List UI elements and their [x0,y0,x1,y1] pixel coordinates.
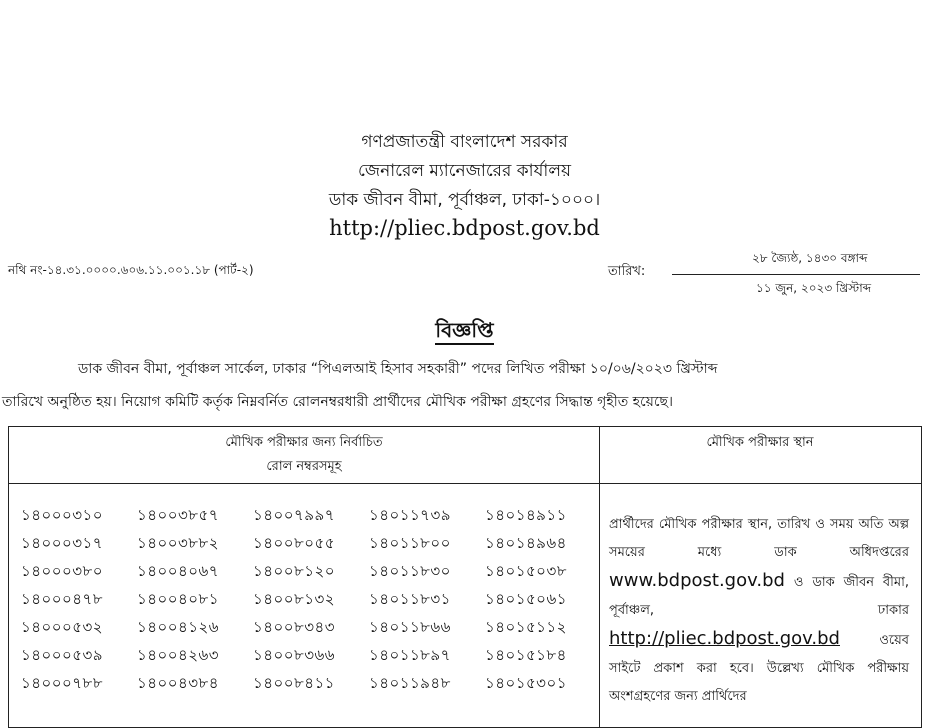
header-divider [9,483,921,484]
roll-row [21,529,601,557]
venue-text [609,511,909,711]
roll-number: ১৪০১৫৩০১ [485,674,567,692]
roll-number: ১৪০১৪৯৬৪ [485,534,567,552]
roll-number: ১৪০১১৮০০ [369,534,451,552]
header-url: http://pliec.bdpost.gov.bd [329,216,600,240]
roll-number: ১৪০০৪৩৮৪ [137,674,219,692]
roll-number: ১৪০১১৮৬৬ [369,618,451,636]
roll-header-line2: রোল নম্বরসমূহ [266,459,342,474]
roll-number: ১৪০০০৭৮৮ [21,674,103,692]
memo-number: নথি নং-১৪.৩১.০০০০.৬০৬.১১.০০১.১৮ (পার্ট-২) [8,263,254,277]
venue-text-part3: ওয়েব সাইটে প্রকাশ করা হবে। উল্লেখ্য মৌখিক পরীক্ষায় অংশগ্রহণের জন্য প্রার্থিদের [609,633,909,704]
header-office: জেনারেল ম্যানেজারের কার্যালয় [357,161,572,181]
roll-column-header [9,431,599,479]
roll-number: ১৪০১৪৯১১ [485,506,567,524]
roll-row [21,501,601,529]
roll-number: ১৪০০০৩১০ [21,506,103,524]
roll-number: ১৪০০০৩৮০ [21,562,103,580]
roll-number: ১৪০০০৪৭৮ [21,590,103,608]
roll-number: ১৪০০৮৩৪৩ [253,618,335,636]
roll-number: ১৪০০৮৪১১ [253,674,335,692]
roll-number: ১৪০১৫০৬১ [485,590,567,608]
roll-number: ১৪০০৮১৩২ [253,590,335,608]
roll-number: ১৪০০৮০৫৫ [253,534,335,552]
roll-number: ১৪০০০৫৩৯ [21,646,103,664]
roll-number: ১৪০০৮১২০ [253,562,335,580]
roll-number: ১৪০০৪২৬৩ [137,646,219,664]
roll-header-line1: মৌখিক পরীক্ষার জন্য নির্বাচিত [225,435,383,450]
roll-number-grid [21,501,601,697]
venue-column-header: মৌখিক পরীক্ষার স্থান [706,435,814,450]
roll-number: ১৪০১১৮৩১ [369,590,451,608]
roll-number: ১৪০০০৩১৭ [21,534,103,552]
roll-number: ১৪০১১৯৪৮ [369,674,451,692]
roll-number: ১৪০১১৮৯৭ [369,646,451,664]
notice-title-text: বিজ্ঞপ্তি [435,318,493,345]
roll-row [21,585,601,613]
roll-number: ১৪০০৪১২৬ [137,618,219,636]
roll-number: ১৪০১৫১১২ [485,618,567,636]
date-label: তারিখ: [608,264,646,279]
date-divider [672,274,920,275]
roll-number: ১৪০১১৮৩০ [369,562,451,580]
roll-number: ১৪০০৪০৬৭ [137,562,219,580]
header-address: ডাক জীবন বীমা, পূর্বাঞ্চল, ঢাকা-১০০০। [328,190,601,210]
roll-table [8,426,922,728]
roll-number: ১৪০০০৫৩২ [21,618,103,636]
date-gregorian: ১১ জুন, ২০২৩ খ্রিস্টাব্দ [756,281,872,295]
roll-number: ১৪০১৫০৩৮ [485,562,567,580]
roll-number: ১৪০১৫১৮৪ [485,646,567,664]
roll-number: ১৪০১১৭৩৯ [369,506,451,524]
body-paragraph-line1: ডাক জীবন বীমা, পূর্বাঞ্চল সার্কেল, ঢাকার “পিএলআই হিসাব সহকারী” পদের লিখিত পরীক্ষা ১০/০৬/২০২৩ খ্রিস্টাব্দ [78,361,718,377]
date-bangla: ২৮ জ্যৈষ্ঠ, ১৪৩০ বঙ্গাব্দ [752,251,868,265]
roll-row [21,669,601,697]
roll-number: ১৪০০৮৩৬৬ [253,646,335,664]
roll-number: ১৪০০৪০৮১ [137,590,219,608]
body-paragraph-line2: তারিখে অনুষ্ঠিত হয়। নিয়োগ কমিটি কর্তৃক নিম্নবর্নিত রোলনম্বরধারী প্রার্থীদের মৌখিক পরীক্ষা গ্রহণের সিদ্ধান্ত গৃহীত হয়েছে। [2,394,674,410]
header-govt: গণপ্রজাতন্ত্রী বাংলাদেশ সরকার [361,132,568,152]
venue-text-part2: ও ডাক জীবন বীমা, পূর্বাঞ্চল, ঢাকার [609,575,909,618]
notice-title [0,316,929,349]
pliec-link[interactable]: http://pliec.bdpost.gov.bd [609,628,840,649]
roll-number: ১৪০০৭৯৯৭ [253,506,335,524]
roll-row [21,613,601,641]
roll-number: ১৪০০৩৮৮২ [137,534,219,552]
roll-row [21,641,601,669]
bdpost-link[interactable]: www.bdpost.gov.bd [609,570,785,591]
roll-row [21,557,601,585]
roll-number: ১৪০০৩৮৫৭ [137,506,219,524]
venue-text-part1: প্রার্থীদের মৌখিক পরীক্ষার স্থান, তারিখ ও সময় অতি অল্প সময়ের মধ্যে ডাক অধিদপ্তরের [609,517,909,560]
